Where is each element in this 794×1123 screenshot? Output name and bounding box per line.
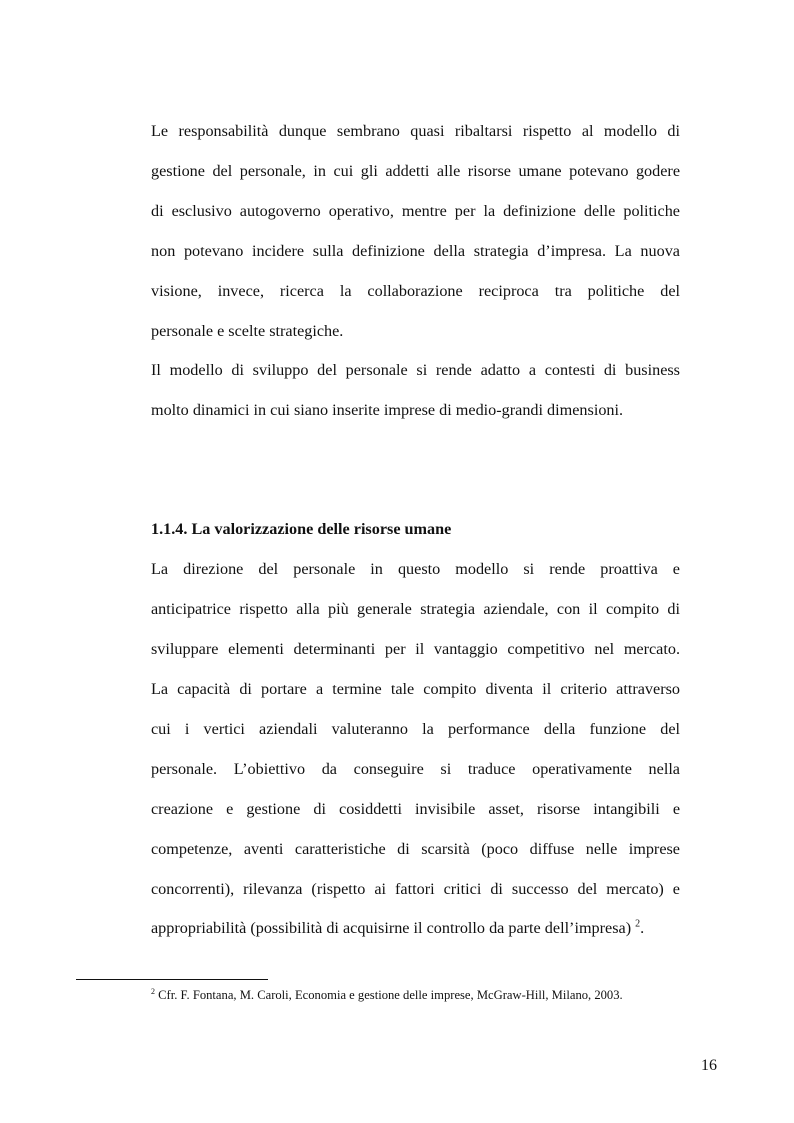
section-line-1: La direzione del personale in questo modello si rende proattiva e [151,560,680,578]
paragraph1-line-4: non potevano incidere sulla definizione della strategia d’impresa. La nuova [151,242,680,260]
footnote-number: 2 [151,986,155,996]
paragraph2-line-1: Il modello di sviluppo del personale si rende adatto a contesti di business [151,361,680,379]
footnote [151,987,623,1003]
final-punctuation: . [640,919,645,937]
page-number: 16 [701,1057,717,1074]
section-line-3: sviluppare elementi determinanti per il vantaggio competitivo nel mercato. [151,640,680,658]
section-heading: 1.1.4. La valorizzazione delle risorse umane [151,520,452,538]
section-line-7: creazione e gestione di cosiddetti invisibile asset, risorse intangibili e [151,800,680,818]
paragraph2-line-2: molto dinamici in cui siano inserite imprese di medio-grandi dimensioni. [151,401,624,419]
section-line-6: personale. L’obiettivo da conseguire si traduce operativamente nella [151,760,680,778]
section-line-8: competenze, aventi caratteristiche di scarsità (poco diffuse nelle imprese [151,840,680,858]
paragraph1-line-5: visione, invece, ricerca la collaborazione reciproca tra politiche del [151,282,680,300]
footnote-text: Cfr. F. Fontana, M. Caroli, Economia e gestione delle imprese, McGraw-Hill, Milano, 2003. [158,988,623,1002]
section-line-2: anticipatrice rispetto alla più generale strategia aziendale, con il compito di [151,600,680,618]
paragraph1-line-2: gestione del personale, in cui gli addetti alle risorse umane potevano godere [151,162,680,180]
section-line-5: cui i vertici aziendali valuteranno la performance della funzione del [151,720,680,738]
footnote-divider [76,979,268,980]
section-line-10-text: appropriabilità (possibilità di acquisirne il controllo da parte dell’impresa) [151,919,632,937]
footnote-reference[interactable]: 2 [635,918,641,930]
paragraph1-line-6: personale e scelte strategiche. [151,322,344,340]
section-line-4: La capacità di portare a termine tale compito diventa il criterio attraverso [151,680,680,698]
section-line-9: concorrenti), rilevanza (rispetto ai fattori critici di successo del mercato) e [151,880,680,898]
paragraph1-line-1: Le responsabilità dunque sembrano quasi ribaltarsi rispetto al modello di [151,122,680,140]
section-line-10 [151,918,680,938]
paragraph1-line-3: di esclusivo autogoverno operativo, mentre per la definizione delle politiche [151,202,680,220]
